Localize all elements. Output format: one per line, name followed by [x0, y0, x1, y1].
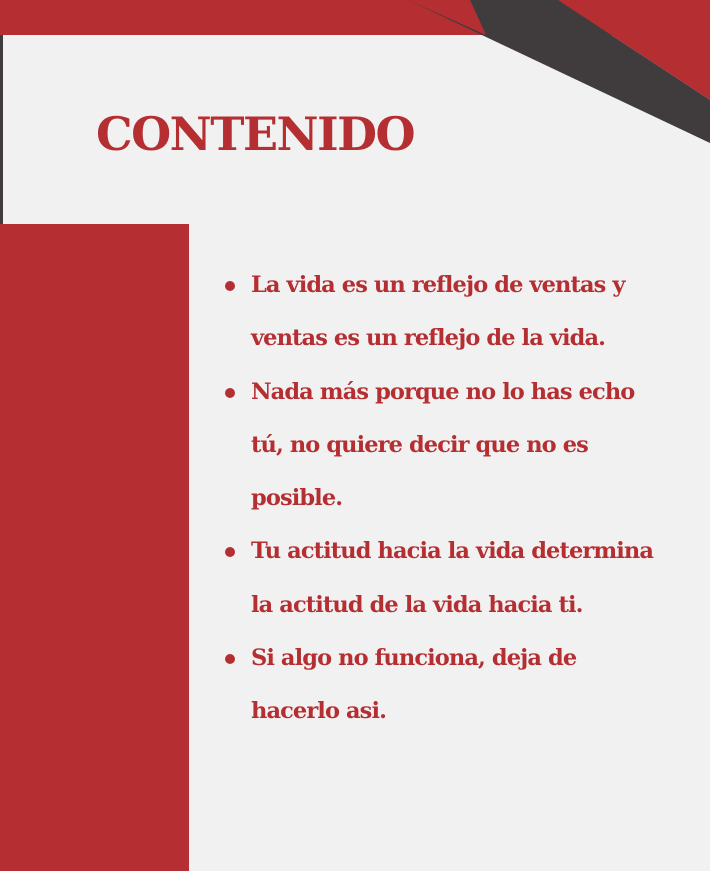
list-item — [222, 366, 662, 526]
page-title: CONTENIDO — [96, 107, 415, 161]
bullet-icon — [225, 281, 235, 291]
list-item-text: Tu actitud hacia la vida determina la actitud de la vida hacia ti. — [251, 538, 654, 618]
bullet-icon — [225, 654, 235, 664]
list-item-text: Nada más porque no lo has echo tú, no quiere decir que no es posible. — [251, 378, 635, 512]
content-list — [222, 259, 662, 739]
list-item — [222, 259, 662, 366]
bullet-icon — [225, 547, 235, 557]
side-red-panel — [0, 224, 189, 871]
list-item-text: Si algo no funciona, deja de hacerlo asi. — [251, 645, 577, 725]
bullet-icon — [225, 388, 235, 398]
list-item — [222, 525, 662, 632]
list-item-text: La vida es un reflejo de ventas y ventas es un reflejo de la vida. — [251, 272, 625, 352]
list-item — [222, 632, 662, 739]
